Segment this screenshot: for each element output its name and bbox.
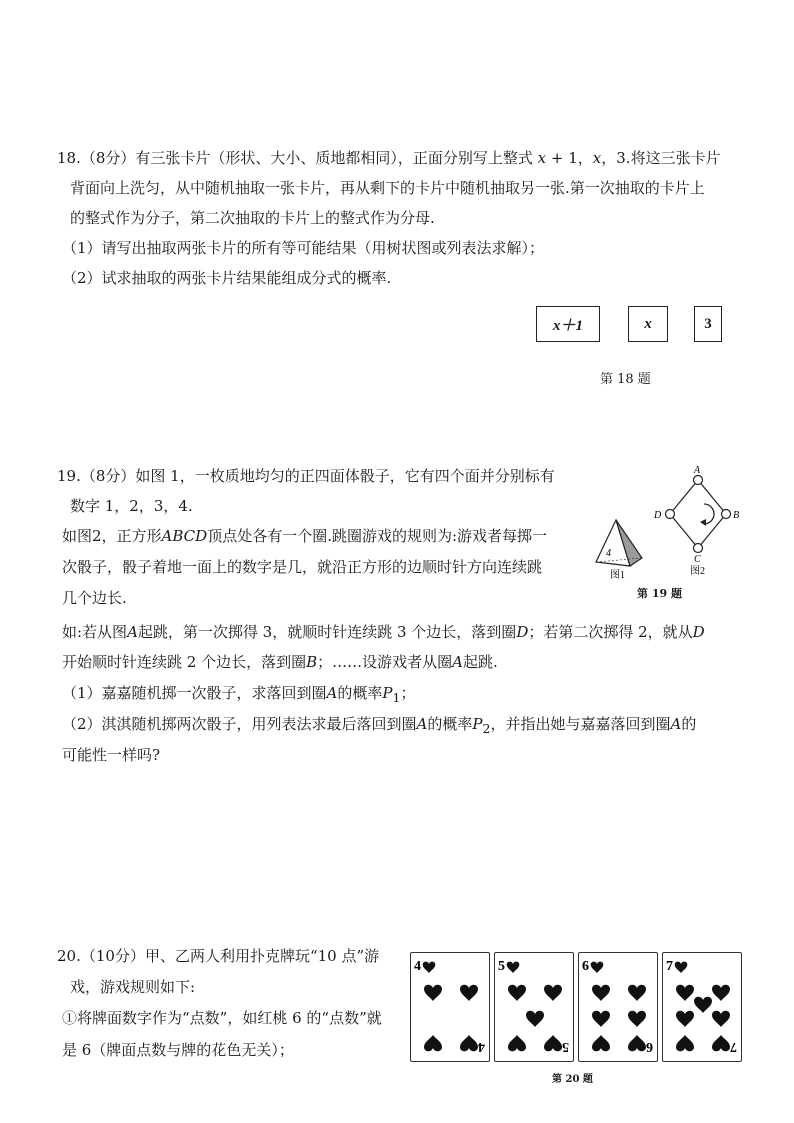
playing-card [578, 952, 658, 1062]
circle-d [666, 510, 675, 519]
q19-caption: 第 19 题 [637, 587, 682, 600]
heart-icon [544, 985, 562, 1001]
q19-sub-2: （2）淇淇随机掷两次骰子，用列表法求最后落回到圈A的概率$P_2$，并指出她与嘉嘉落回到圈A的 [62, 715, 697, 736]
q19-line-1: 19.（8分）如图 1，一枚质地均匀的正四面体骰子，它有四个面并分别标有 [57, 467, 555, 485]
card-rank-top: 4 [414, 959, 421, 974]
heart-icon [460, 1035, 478, 1051]
heart-icon [676, 985, 694, 1001]
card-rank-top: 6 [582, 959, 589, 974]
playing-card [410, 952, 490, 1062]
heart-icon [508, 985, 526, 1001]
q19-line-3: 如图2，正方形ABCD顶点处各有一个圈.跳圈游戏的规则为:游戏者每掷一 [62, 527, 548, 545]
heart-icon [628, 1035, 646, 1051]
heart-icon [591, 962, 604, 973]
circle-a [694, 476, 703, 485]
vertex-label-b: B [733, 510, 740, 521]
heart-icon [694, 997, 712, 1013]
heart-icon [592, 1011, 610, 1027]
fig1-label: 图1 [610, 570, 625, 581]
q18-sub-1: （1）请写出抽取两张卡片的所有等可能结果（用树状图或列表法求解）； [62, 239, 545, 257]
card-face [411, 953, 488, 1060]
playing-card [662, 952, 742, 1062]
q18-line-1: 18.（8分）有三张卡片（形状、大小、质地都相同），正面分别写上整式 x + 1，x，3.将这三张卡片 [57, 149, 721, 167]
card-rank-bottom: 4 [478, 1039, 485, 1054]
q18-caption: 第 18 题 [600, 372, 651, 387]
card-rank-bottom: 5 [562, 1039, 569, 1054]
heart-icon [712, 1035, 730, 1051]
heart-icon [544, 1035, 562, 1051]
q19-figure [590, 466, 770, 586]
heart-icon [675, 962, 688, 973]
card-rank-top: 7 [666, 959, 673, 974]
jump-circle-square [653, 466, 739, 565]
heart-icon [592, 1035, 610, 1051]
card-rank-bottom: 6 [646, 1039, 653, 1054]
heart-icon [712, 1011, 730, 1027]
tetrahedron-die [596, 520, 642, 566]
die-face-number: 4 [606, 548, 611, 559]
q19-sub-1: （1）嘉嘉随机掷一次骰子，求落回到圈A的概率$P_1$； [62, 684, 416, 705]
heart-icon [592, 985, 610, 1001]
heart-icon [424, 1035, 442, 1051]
card-face [663, 953, 740, 1060]
q18-sub-2: （2）试求抽取的两张卡片结果能组成分式的概率. [62, 269, 392, 287]
fig2-label: 图2 [690, 566, 705, 577]
vertex-label-c: C [694, 554, 701, 565]
q19-line-5: 几个边长. [62, 589, 127, 607]
q19-line-4: 次骰子，骰子着地一面上的数字是几，就沿正方形的边顺时针方向连续跳 [62, 558, 543, 576]
card-x: x [628, 306, 668, 342]
heart-icon [424, 985, 442, 1001]
circle-b [722, 510, 731, 519]
heart-icon [507, 962, 520, 973]
circle-c [694, 544, 703, 553]
heart-icon [676, 1011, 694, 1027]
heart-icon [712, 985, 730, 1001]
heart-icon [676, 1035, 694, 1051]
q20-caption: 第 20 题 [552, 1074, 593, 1085]
heart-icon [508, 1035, 526, 1051]
heart-icon [628, 985, 646, 1001]
q19-line-8: 可能性一样吗? [62, 746, 161, 764]
playing-card [494, 952, 574, 1062]
card-face [579, 953, 656, 1060]
q20-line-2: 戏，游戏规则如下: [70, 978, 196, 996]
q19-line-7: 开始顺时针连续跳 2 个边长，落到圈B；……设游戏者从圈A起跳. [62, 653, 498, 671]
q20-line-4: 是 6（牌面点数与牌的花色无关）； [62, 1041, 294, 1059]
heart-icon [423, 962, 436, 973]
q19-line-6: 如:若从图A起跳，第一次掷得 3，就顺时针连续跳 3 个边长，落到圈D；若第二次掷得 2，就从D [62, 623, 705, 641]
q20-line-1: 20.（10分）甲、乙两人利用扑克牌玩“10 点”游 [57, 947, 380, 965]
q18-line-2: 背面向上洗匀，从中随机抽取一张卡片，再从剩下的卡片中随机抽取另一张.第一次抽取的卡片上 [70, 179, 705, 197]
heart-icon [460, 985, 478, 1001]
q18-line-3: 的整式作为分子，第二次抽取的卡片上的整式作为分母. [70, 209, 435, 227]
vertex-label-d: D [654, 510, 662, 521]
card-face [495, 953, 572, 1060]
card-rank-top: 5 [498, 959, 505, 974]
card-3: 3 [694, 306, 722, 342]
heart-icon [628, 1011, 646, 1027]
heart-icon [526, 1011, 544, 1027]
q20-line-3: ①将牌面数字作为“点数”，如红桃 6 的“点数”就 [62, 1009, 382, 1027]
q19-line-2: 数字 1，2，3，4. [70, 497, 193, 515]
vertex-label-a: A [694, 466, 701, 476]
card-rank-bottom: 7 [730, 1039, 737, 1054]
card-x-plus-1: x＋1 [536, 306, 600, 342]
